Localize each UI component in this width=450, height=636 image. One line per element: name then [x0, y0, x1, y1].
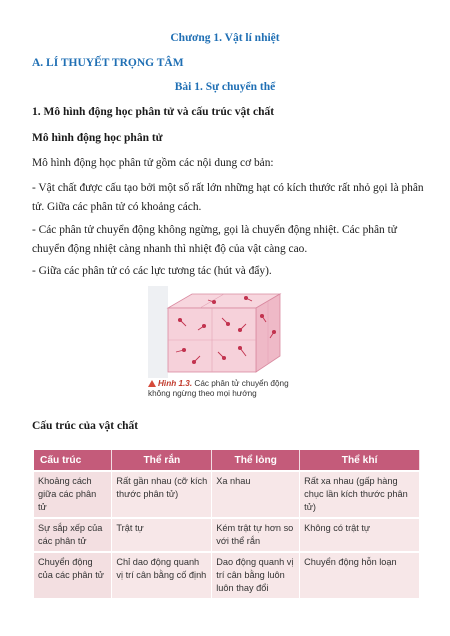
subheading-structure: Cấu trúc của vật chất — [32, 420, 139, 432]
table-cell: Rất gần nhau (cỡ kích thước phân tử) — [112, 471, 212, 518]
molecule-figure — [148, 286, 294, 398]
table-cell: Chỉ dao động quanh vị trí cân bằng cố định — [112, 552, 212, 598]
table-cell: Kém trật tự hơn so với thể rắn — [212, 518, 300, 552]
table-header-row — [34, 450, 420, 471]
table-cell: Rất xa nhau (gấp hàng chục lần kích thước phân tử) — [300, 471, 420, 518]
chapter-title: Chương 1. Vật lí nhiệt — [170, 32, 280, 44]
table-cell: Sự sắp xếp của các phân tử — [34, 518, 112, 552]
bullet-2: - Các phân tử chuyển động không ngừng, gọi là chuyển động nhiệt. Các phân tử chuyển động nhiệt càng nhanh thì nhiệt độ của vật càng cao. — [32, 224, 397, 255]
table-header-cell: Thể lỏng — [212, 450, 300, 471]
table-header-cell: Thể rắn — [112, 450, 212, 471]
table-cell: Khoảng cách giữa các phân tử — [34, 471, 112, 518]
table-header-cell: Thể khí — [300, 450, 420, 471]
table-row — [34, 552, 420, 598]
table-cell: Chuyển động của các phân tử — [34, 552, 112, 598]
molecule-cube-image — [148, 286, 294, 378]
table-cell: Xa nhau — [212, 471, 300, 518]
bullet-3: - Giữa các phân tử có các lực tương tác (hút và đẩy). — [32, 265, 272, 277]
section-heading: A. LÍ THUYẾT TRỌNG TÂM — [32, 57, 184, 69]
intro-text: Mô hình động học phân tử gồm các nội dung cơ bản: — [32, 157, 274, 169]
table-cell: Không có trật tự — [300, 518, 420, 552]
subheading-model: Mô hình động học phân tử — [32, 132, 163, 144]
table-cell: Dao động quanh vị trí cân bằng luôn luôn thay đổi — [212, 552, 300, 598]
lesson-title: Bài 1. Sự chuyển thể — [174, 81, 276, 93]
table-cell: Trật tự — [112, 518, 212, 552]
table-cell: Chuyển động hỗn loạn — [300, 552, 420, 598]
table-row — [34, 471, 420, 518]
table-row — [34, 518, 420, 552]
figure-label: Hình 1.3. — [158, 379, 193, 388]
triangle-icon — [148, 380, 156, 387]
structure-table — [34, 450, 420, 598]
figure-caption — [148, 379, 294, 399]
table-header-cell: Cấu trúc — [34, 450, 112, 471]
figure-caption-text: Các phân tử chuyển động không ngừng theo mọi hướng — [148, 379, 289, 398]
bullet-1: - Vật chất được cấu tạo bởi một số rất lớn những hạt có kích thước rất nhỏ gọi là phân tử. Giữa các phân tử có khoảng cách. — [32, 182, 424, 213]
heading-1: 1. Mô hình động học phân tử và cấu trúc vật chất — [32, 106, 275, 118]
